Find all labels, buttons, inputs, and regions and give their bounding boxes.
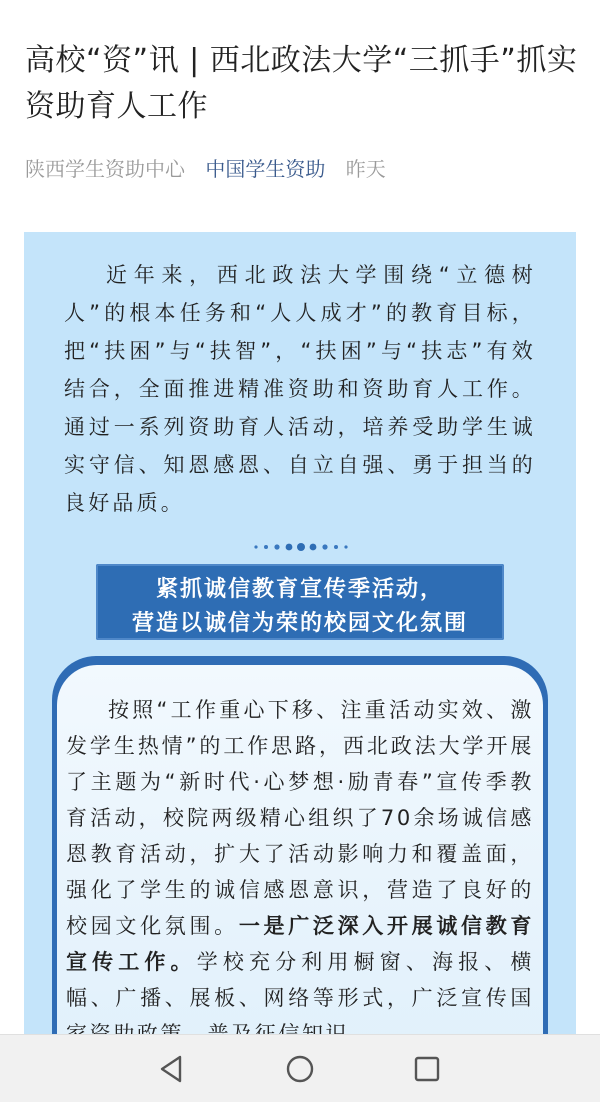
system-navigation-bar (0, 1034, 600, 1102)
section-heading-banner (96, 564, 504, 640)
account-name[interactable]: 陕西学生资助中心 (25, 157, 185, 181)
home-circle-icon[interactable] (280, 1049, 320, 1089)
decorative-dots-icon (252, 540, 352, 554)
publish-time: 昨天 (345, 157, 386, 181)
recent-square-icon[interactable] (407, 1049, 447, 1089)
section-heading-line-1: 紧抓诚信教育宣传季活动， (155, 577, 444, 602)
article-meta (25, 154, 400, 184)
back-triangle-icon[interactable] (152, 1049, 192, 1089)
source-link[interactable]: 中国学生资助 (205, 157, 326, 181)
article-title: 高校“资”讯 | 西北政法大学“三抓手”抓实资助育人工作 (25, 43, 578, 124)
intro-paragraph: 近年来，西北政法大学围绕“立德树人”的根本任务和“人人成才”的教育目标，把“扶困”与“扶智”，“扶困”与“扶志”有效结合，全面推进精准资助和资助育人工作。通过一系列资助育人活动，培养受助学生诚实守信、知恩感恩、自立自强、勇于担当的良好品质。 (64, 263, 536, 515)
section-heading-line-2: 营造以诚信为荣的校园文化氛围 (131, 611, 468, 636)
body-bold-heading: 一是广泛深入开展诚信教育宣传工作。 (66, 914, 535, 974)
body-text-part-2: 学校充分利用橱窗、海报、横幅、广播、展板、网络等形式，广泛宣传国 (66, 950, 534, 1010)
body-text-part-1: 按照“工作重心下移、注重活动实效、激发学生热情”的工作思路，西北政法大学开展了主题为“新时代·心梦想·励青春”宣传季教育活动，校院两级精心组织了70余场诚信感恩教育活动，扩大了活动影响力和覆盖面，强化了学生的诚信感恩意识，营造了良好的校园文化氛围。 (66, 698, 534, 938)
content-card (24, 232, 576, 1052)
body-paragraph (66, 692, 534, 1052)
